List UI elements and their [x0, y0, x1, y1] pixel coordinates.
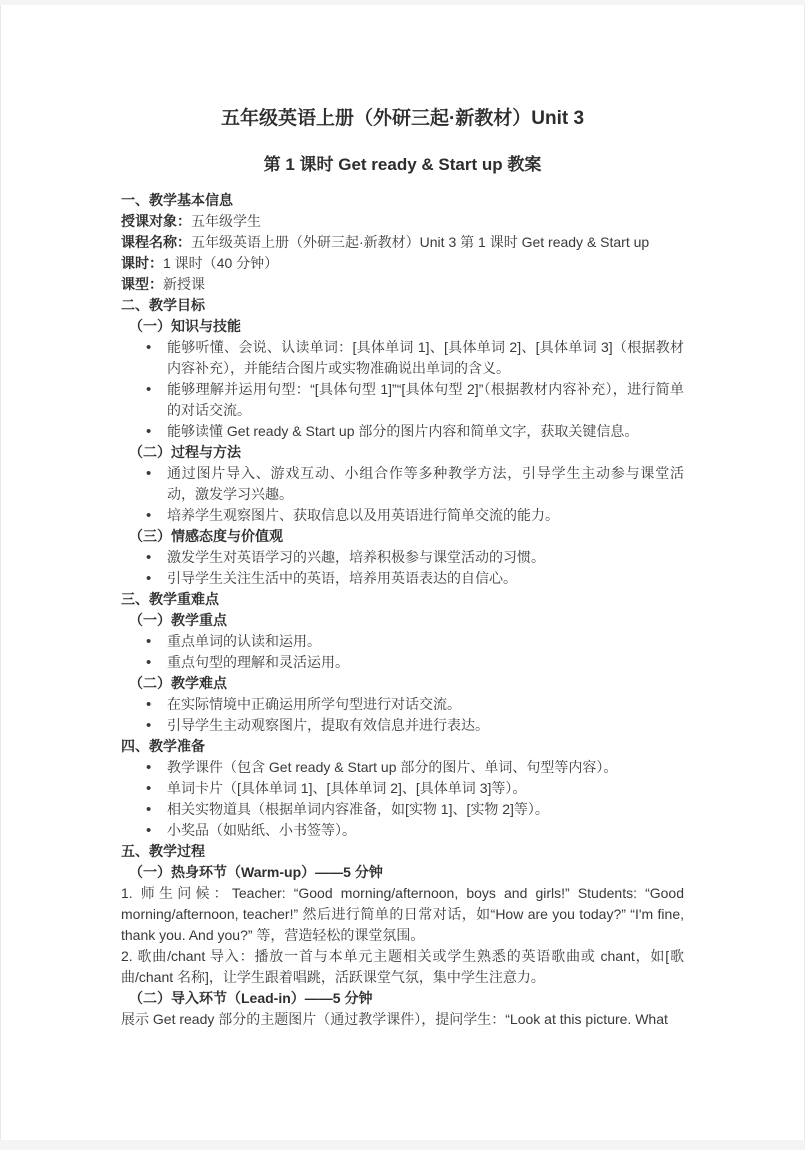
info-line-audience: [121, 211, 684, 232]
subsection-heading-process-methods: （二）过程与方法: [129, 444, 241, 460]
bullet-item: • 重点句型的理解和灵活运用。: [121, 652, 684, 673]
subsection-heading-leadin: （二）导入环节（Lead-in）——5 分钟: [129, 990, 373, 1006]
bullet-item: • 小奖品（如贴纸、小书签等）。: [121, 820, 684, 841]
subsection-heading-knowledge-skills: （一）知识与技能: [129, 318, 241, 334]
subsection-heading-warmup: （一）热身环节（Warm-up）——5 分钟: [129, 864, 383, 880]
bullet-item: • 激发学生对英语学习的兴趣，培养积极参与课堂活动的习惯。: [121, 547, 684, 568]
info-value: 1 课时（40 分钟）: [163, 255, 279, 271]
info-value: 新授课: [163, 276, 205, 292]
info-label: 课程名称：: [121, 234, 191, 250]
paragraph-warmup-greeting: 1. 师生问候：Teacher: “Good morning/afternoon, boys and girls!” Students: “Good morning/afternoon, teacher!” 然后进行简单的日常对话，如“How are you today?” “I'm fine, thank you. And you?” 等，营造轻松的课堂氛围。: [121, 885, 684, 943]
doc-subtitle: 第 1 课时 Get ready & Start up 教案: [263, 155, 542, 174]
info-line-duration: [121, 253, 684, 274]
bullet-item: • 引导学生关注生活中的英语，培养用英语表达的自信心。: [121, 568, 684, 589]
info-label: 课时：: [121, 255, 163, 271]
info-value: 五年级英语上册（外研三起·新教材）Unit 3 第 1 课时 Get ready & Start up: [191, 234, 650, 250]
info-label: 课型：: [121, 276, 163, 292]
doc-title: 五年级英语上册（外研三起·新教材）Unit 3: [220, 108, 585, 129]
bullet-item: • 培养学生观察图片、获取信息以及用英语进行简单交流的能力。: [121, 505, 684, 526]
bullet-item: • 能够理解并运用句型：“[具体句型 1]”“[具体句型 2]”（根据教材内容补充），进行简单的对话交流。: [121, 379, 684, 421]
bullet-list-process-methods: [121, 463, 684, 526]
subsection-heading-key-focus: （一）教学重点: [129, 612, 227, 628]
bullet-item: • 能够听懂、会说、认读单词：[具体单词 1]、[具体单词 2]、[具体单词 3]（根据教材内容补充），并能结合图片或实物准确说出单词的含义。: [121, 337, 684, 379]
section-heading-preparation: 四、教学准备: [121, 738, 205, 754]
section-heading-process: 五、教学过程: [121, 843, 205, 859]
bullet-item: • 相关实物道具（根据单词内容准备，如[实物 1]、[实物 2]等）。: [121, 799, 684, 820]
paragraph-leadin-picture: 展示 Get ready 部分的主题图片（通过教学课件），提问学生：“Look at this picture. What: [121, 1011, 668, 1027]
info-label: 授课对象：: [121, 213, 191, 229]
info-line-course-name: [121, 232, 684, 253]
bullet-item: • 在实际情境中正确运用所学句型进行对话交流。: [121, 694, 684, 715]
info-value: 五年级学生: [191, 213, 261, 229]
section-heading-objectives: 二、教学目标: [121, 297, 205, 313]
section-heading-key-points: 三、教学重难点: [121, 591, 219, 607]
bullet-item: • 单词卡片（[具体单词 1]、[具体单词 2]、[具体单词 3]等）。: [121, 778, 684, 799]
bullet-list-key-focus: [121, 631, 684, 673]
info-line-lesson-type: [121, 274, 684, 295]
bullet-item: • 重点单词的认读和运用。: [121, 631, 684, 652]
bullet-item: • 引导学生主动观察图片，提取有效信息并进行表达。: [121, 715, 684, 736]
subsection-heading-difficulties: （二）教学难点: [129, 675, 227, 691]
bullet-list-difficulties: [121, 694, 684, 736]
bullet-item: • 通过图片导入、游戏互动、小组合作等多种教学方法，引导学生主动参与课堂活动，激发学习兴趣。: [121, 463, 684, 505]
bullet-list-preparation: [121, 757, 684, 841]
document-page: [0, 5, 805, 1140]
bullet-item: • 能够读懂 Get ready & Start up 部分的图片内容和简单文字，获取关键信息。: [121, 421, 684, 442]
bullet-list-knowledge-skills: [121, 337, 684, 442]
paragraph-warmup-song: 2. 歌曲/chant 导入：播放一首与本单元主题相关或学生熟悉的英语歌曲或 chant，如[歌曲/chant 名称]，让学生跟着唱跳，活跃课堂气氛，集中学生注意力。: [121, 948, 684, 985]
bullet-item: • 教学课件（包含 Get ready & Start up 部分的图片、单词、句型等内容）。: [121, 757, 684, 778]
subsection-heading-emotion-values: （三）情感态度与价值观: [129, 528, 283, 544]
section-heading-basic-info: 一、教学基本信息: [121, 192, 233, 208]
bullet-list-emotion-values: [121, 547, 684, 589]
